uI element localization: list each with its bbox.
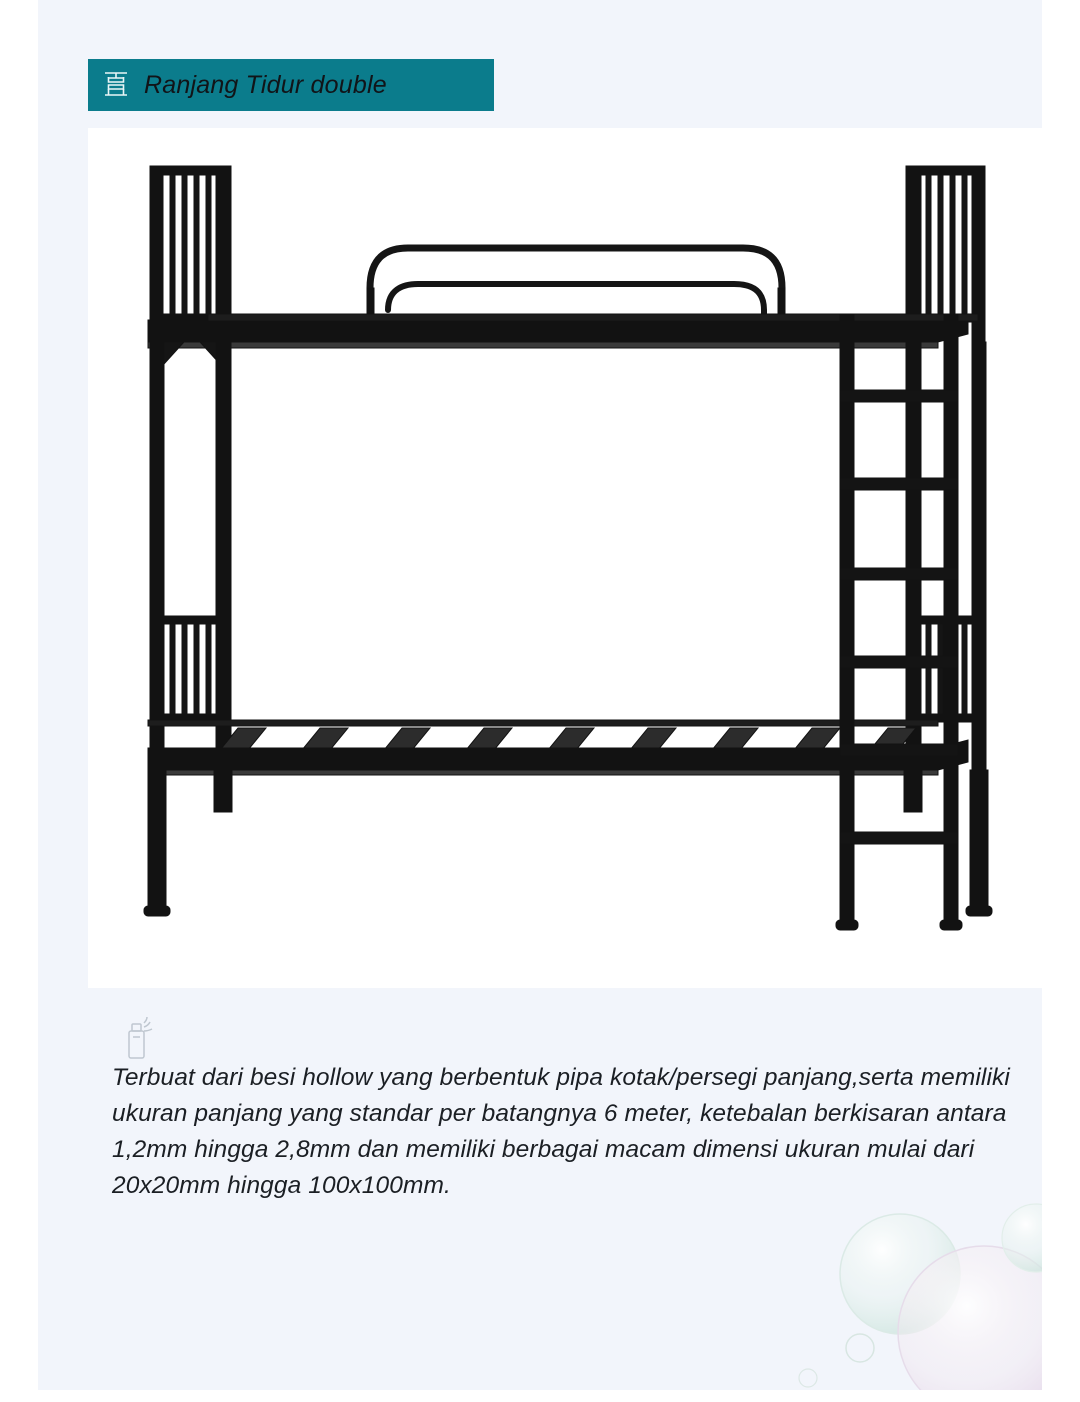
bunk-bed-icon bbox=[88, 59, 144, 111]
section-header-banner bbox=[88, 59, 494, 111]
page-content-area bbox=[38, 0, 1042, 1402]
spray-paint-icon bbox=[120, 1017, 154, 1061]
description-text: Terbuat dari besi hollow yang berbentuk pipa kotak/persegi panjang,serta memiliki ukuran panjang yang standar per batangnya 6 meter, ketebalan berkisaran antara 1,2mm hingga 2,8mm dan memiliki berbagai macam dimensi ukuran mulai dari 20x20mm hingga 100x100mm. bbox=[112, 1064, 1010, 1199]
metal-bunk-bed-photo bbox=[88, 128, 1042, 988]
section-title: Ranjang Tidur double bbox=[144, 70, 387, 99]
